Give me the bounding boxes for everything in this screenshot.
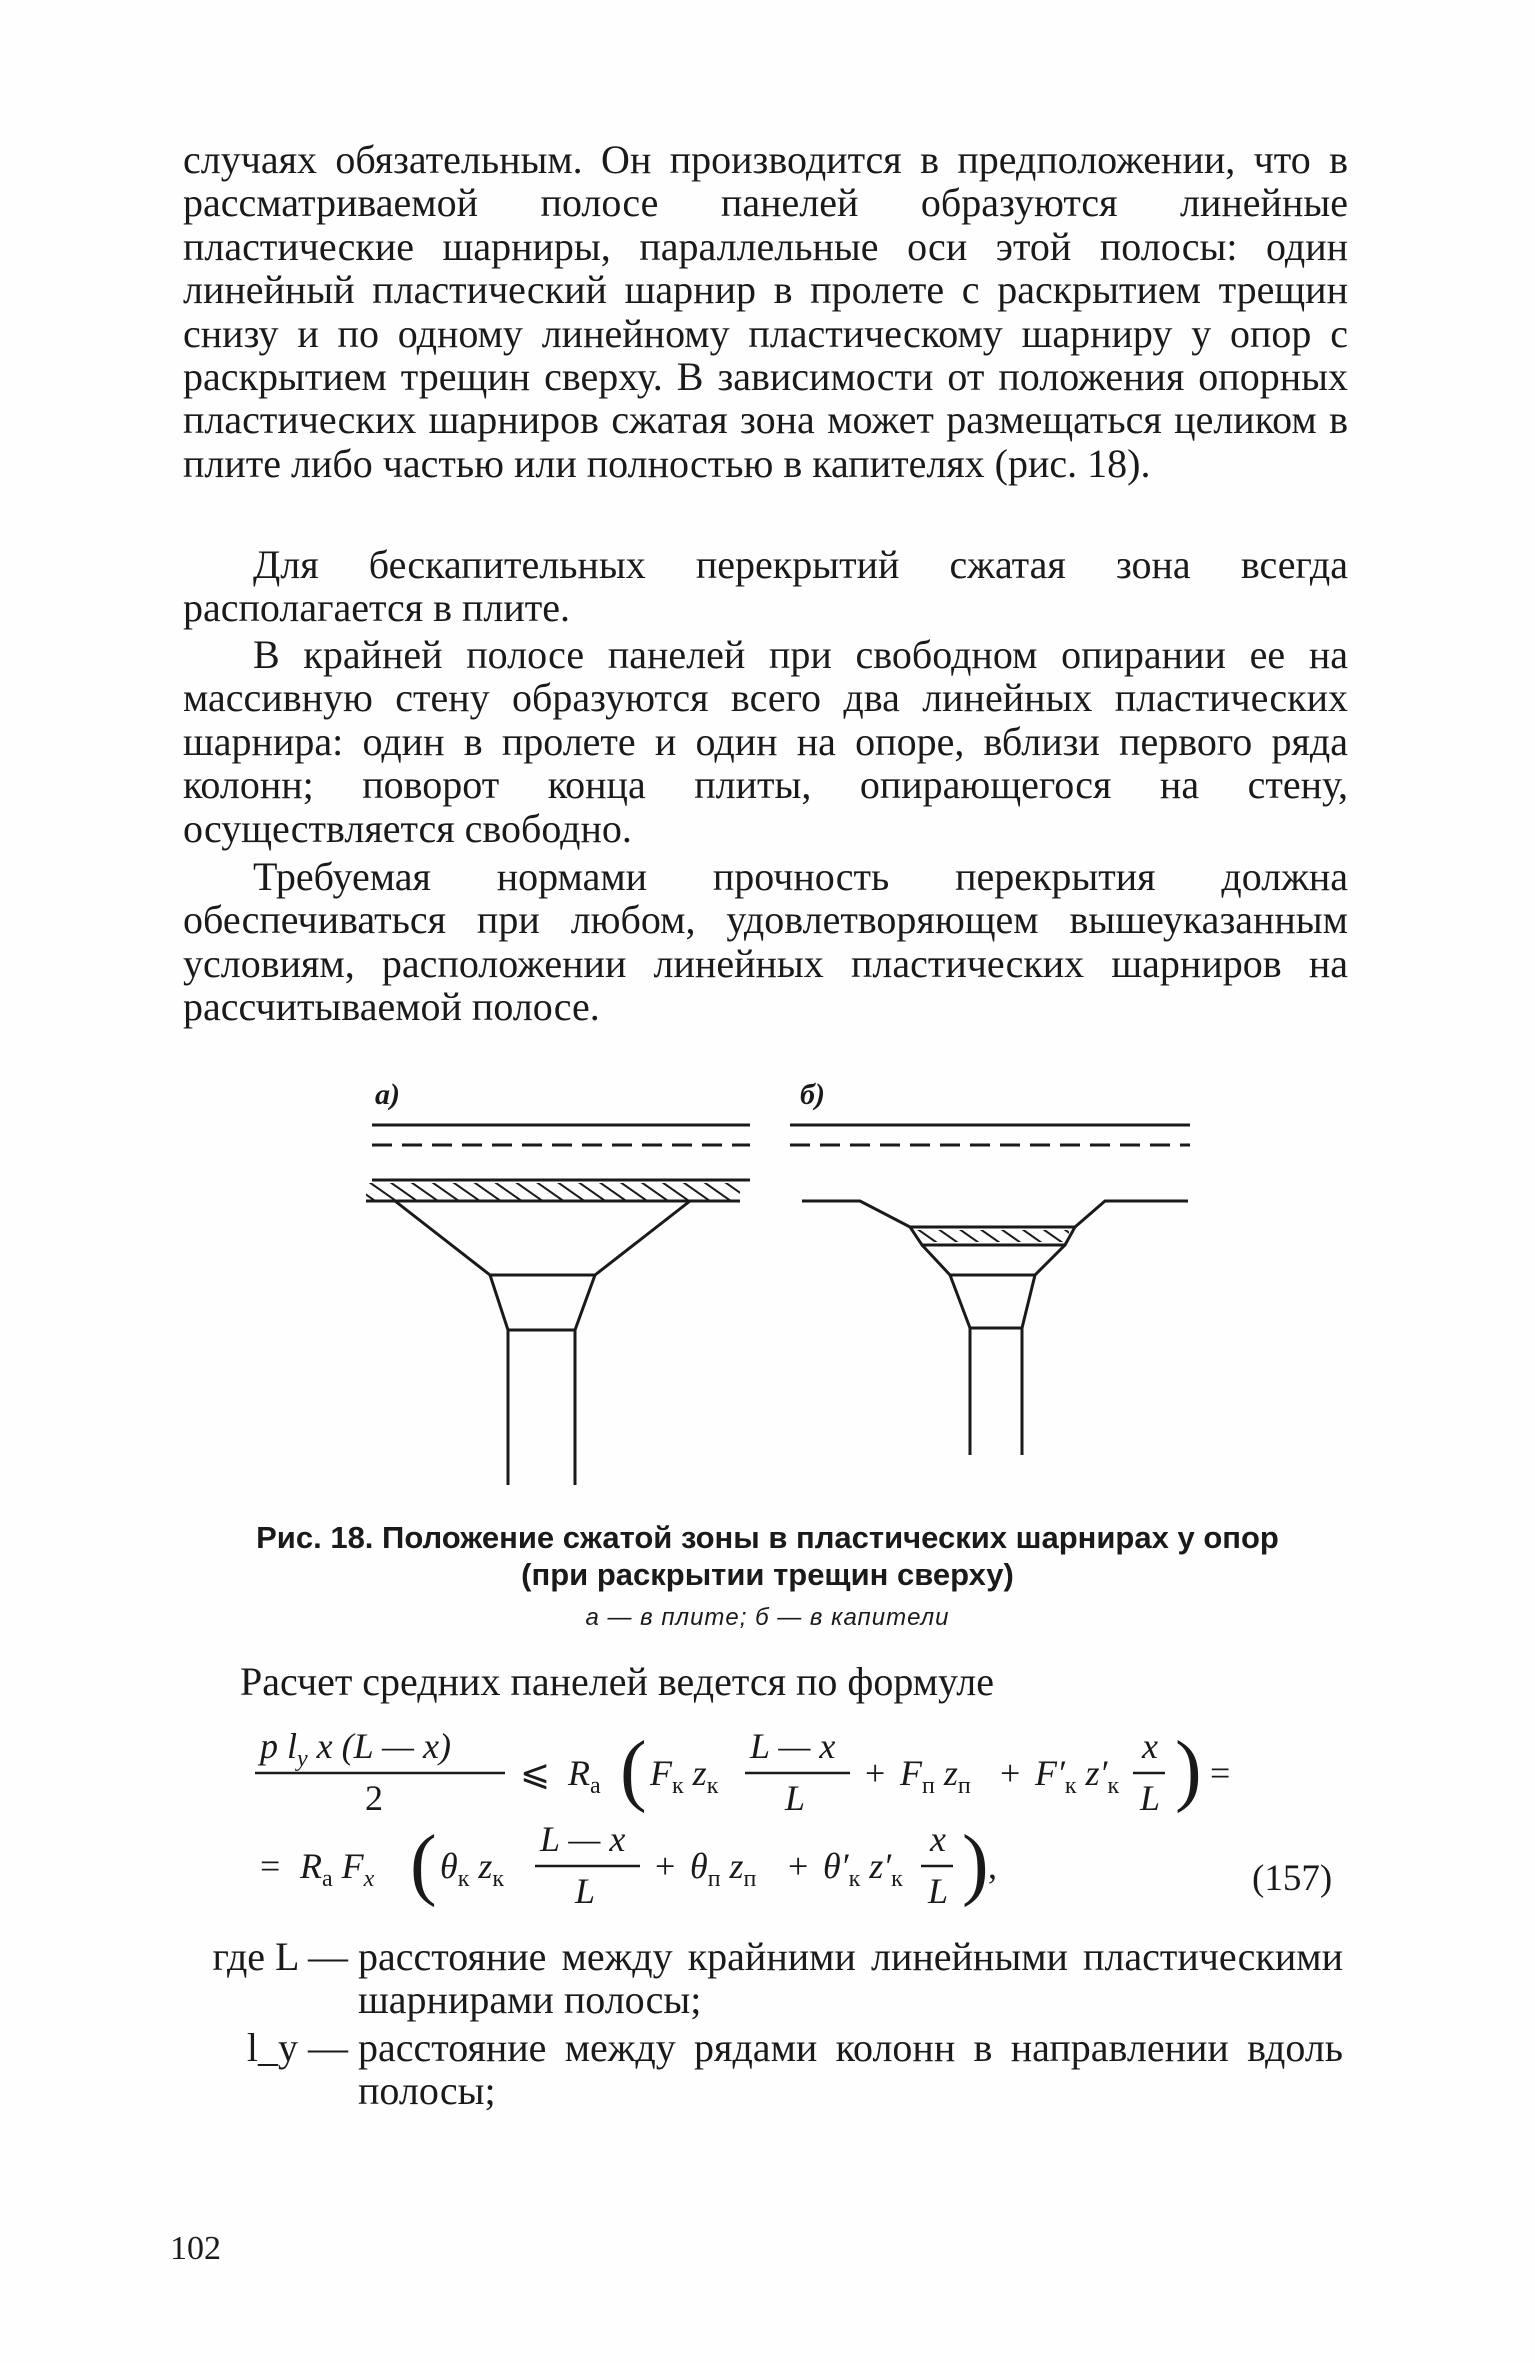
svg-text:(: (: [410, 1820, 437, 1908]
definition-text: расстояние между крайними линейными пластическими шарнирами полосы;: [358, 1934, 1343, 2023]
figure-18: [340, 1075, 1220, 1495]
formula-graphic: [240, 1718, 1280, 1928]
svg-text:θп zп: $\theta_п$ $z_п$: [690, 1846, 757, 1892]
svg-text:Ra: $R_a$: [568, 1753, 601, 1799]
svg-text:x: x: [1142, 1726, 1158, 1766]
figure-diagram: [340, 1075, 1220, 1495]
svg-text:+: +: [655, 1846, 676, 1886]
svg-text:L: L: [575, 1871, 596, 1911]
svg-text:θк zк: $\theta_к$ $z_к$: [440, 1846, 505, 1892]
svg-text:Ra Fx: $R_a$ $F_x$: [300, 1846, 375, 1892]
equation-number: (157): [1252, 1858, 1333, 1899]
figure-caption-title: Рис. 18. Положение сжатой зоны в пластических шарнирах у опор: [256, 1520, 1279, 1555]
paragraph-2: Для бескапительных перекрытий сжатая зона всегда располагается в плите.: [183, 542, 1348, 631]
definition-term: где L —: [212, 1934, 348, 1979]
svg-text:Fк zк: $F_к$ $z_к$: [650, 1753, 719, 1799]
paragraph-3: В крайней полосе панелей при свободном опирании ее на массивную стену образуются всего два линейных пластических шарнира: один в пролете и один на опоре, вблизи первого ряда колонн; поворот конца плиты, опирающегося на стену, осуществляется свободно.: [183, 632, 1348, 851]
definition-text: расстояние между рядами колонн в направлении вдоль полосы;: [358, 2024, 1343, 2114]
formula-intro: Расчет средних панелей ведется по формуле: [240, 1659, 994, 1704]
figure-label-b: б): [800, 1078, 825, 1111]
definitions-list: [158, 1935, 1348, 2117]
diagram-a-slab-on-capital: [366, 1125, 750, 1485]
svg-text:): ): [1175, 1726, 1202, 1814]
figure-label-a: а): [375, 1078, 400, 1111]
svg-text:F′к z′к: $F'_к$ $z'_к$: [1035, 1753, 1120, 1799]
svg-text:=: =: [260, 1846, 281, 1886]
svg-text:⩽: ⩽: [520, 1753, 551, 1793]
paragraph-1: случаях обязательным. Он производится в предположении, что в рассматриваемой полосе панелей образуются линейные пластические шарниры, параллельные оси этой полосы: один линейный пластический шарнир в пролете с раскрытием трещин снизу и по одному линейному пластическому шарниру у опор с раскрытием трещин сверху. В зависимости от положения опорных пластических шарниров сжатая зона может размещаться целиком в плите либо частью или полностью в капителях (рис. 18).: [183, 137, 1348, 486]
svg-text:Fп zп: $F_п$ $z_п$: [900, 1753, 971, 1799]
svg-text:(: (: [620, 1726, 647, 1814]
svg-text:x: x: [930, 1819, 946, 1859]
svg-text:+: +: [788, 1846, 809, 1886]
definition-item: [158, 1935, 1348, 2022]
svg-text:L: L: [1140, 1778, 1161, 1818]
definition-item: [158, 2026, 1348, 2113]
diagram-b-capital: [790, 1125, 1190, 1455]
svg-text:,: ,: [988, 1846, 997, 1886]
svg-text:L — x: L — x: [750, 1726, 836, 1766]
definition-term: l_y —: [246, 2024, 348, 2070]
svg-text:): ): [962, 1820, 989, 1908]
svg-text:L — x: L — x: [540, 1819, 626, 1859]
svg-text:=: =: [1210, 1753, 1231, 1793]
svg-text:θ′к z′к: $\theta'_к$ $z'_к$: [823, 1846, 903, 1892]
svg-text:+: +: [1000, 1753, 1021, 1793]
figure-caption-subtitle: а — в плите; б — в капители: [585, 1604, 950, 1631]
svg-text:2: 2: [365, 1778, 383, 1818]
svg-text:L: L: [785, 1778, 806, 1818]
figure-caption-title-2: (при раскрытии трещин сверху): [521, 1557, 1014, 1592]
svg-text:p ly x (L — x): p $l_y$ x (L — x): [260, 1726, 451, 1772]
svg-text:+: +: [865, 1753, 886, 1793]
page-number: 102: [170, 2230, 221, 2267]
paragraph-4: Требуемая нормами прочность перекрытия должна обеспечиваться при любом, удовлетворяющем вышеуказанным условиям, расположении линейных пластических шарниров на рассчитываемой полосе.: [183, 854, 1348, 1030]
svg-text:L: L: [928, 1871, 949, 1911]
